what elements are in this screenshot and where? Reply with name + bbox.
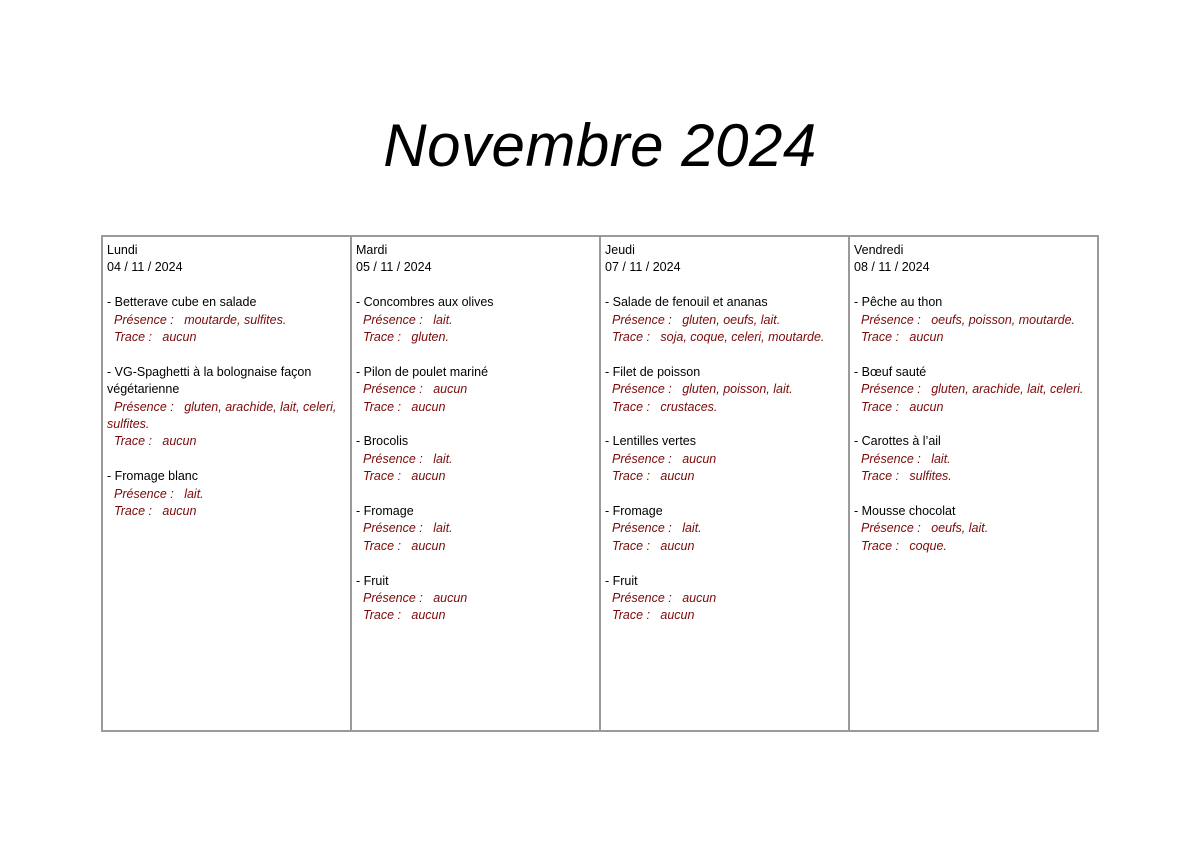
dish-name: - Salade de fenouil et ananas [605, 295, 768, 310]
dish-name: - VG-Spaghetti à la bolognaise façon végétarienne [107, 364, 312, 397]
dish-item [107, 364, 346, 451]
trace-line [605, 399, 844, 416]
trace-label: Trace : [114, 504, 152, 519]
trace-label: Trace : [363, 469, 401, 484]
trace-line [356, 538, 595, 555]
presence-line [107, 399, 346, 434]
trace-value: aucun [411, 538, 446, 553]
trace-value: gluten. [411, 330, 449, 345]
dish-item [854, 503, 1093, 555]
presence-label: Présence : [363, 451, 423, 466]
page-title: Novembre 2024 [383, 112, 817, 179]
presence-label: Présence : [861, 521, 921, 536]
presence-line [356, 381, 595, 398]
presence-label: Présence : [861, 382, 921, 397]
presence-label: Présence : [363, 591, 423, 606]
presence-line [854, 381, 1093, 398]
presence-value: gluten, arachide, lait, celeri. [931, 382, 1084, 397]
dish-item [605, 364, 844, 416]
presence-value: gluten, poisson, lait. [682, 382, 793, 397]
dish-name: - Brocolis [356, 434, 409, 449]
presence-line [854, 312, 1093, 329]
day-column-vendredi [850, 237, 1097, 730]
trace-value: aucun [660, 538, 695, 553]
trace-label: Trace : [612, 330, 650, 345]
trace-line [605, 329, 844, 346]
presence-line [356, 312, 595, 329]
trace-value: aucun [162, 504, 197, 519]
day-name: Vendredi [854, 243, 904, 257]
presence-line [107, 312, 346, 329]
day-column-mardi [352, 237, 601, 730]
dish-item [605, 294, 844, 346]
trace-label: Trace : [861, 538, 899, 553]
trace-line [854, 538, 1093, 555]
trace-value: aucun [660, 608, 695, 623]
presence-line [605, 451, 844, 468]
presence-value: lait. [184, 486, 204, 501]
presence-line [605, 312, 844, 329]
presence-line [356, 590, 595, 607]
dish-item [605, 433, 844, 485]
trace-line [854, 468, 1093, 485]
presence-value: lait. [931, 451, 951, 466]
trace-line [356, 607, 595, 624]
trace-line [854, 399, 1093, 416]
trace-label: Trace : [363, 538, 401, 553]
presence-value: oeufs, lait. [931, 521, 989, 536]
presence-value: aucun [433, 382, 468, 397]
dish-item [107, 294, 346, 346]
trace-line [107, 329, 346, 346]
dish-name: - Fromage blanc [107, 469, 199, 484]
trace-line [356, 329, 595, 346]
presence-label: Présence : [861, 451, 921, 466]
trace-value: aucun [909, 399, 944, 414]
day-name: Lundi [107, 243, 138, 257]
dish-name: - Filet de poisson [605, 364, 701, 379]
presence-line [356, 451, 595, 468]
presence-value: aucun [433, 591, 468, 606]
presence-line [605, 590, 844, 607]
trace-value: aucun [162, 434, 197, 449]
trace-value: aucun [411, 469, 446, 484]
dish-name: - Fruit [356, 573, 389, 588]
presence-label: Présence : [363, 312, 423, 327]
dish-item [356, 364, 595, 416]
trace-label: Trace : [612, 538, 650, 553]
dish-name: - Lentilles vertes [605, 434, 697, 449]
day-name: Mardi [356, 243, 388, 257]
presence-value: aucun [682, 591, 717, 606]
presence-label: Présence : [612, 312, 672, 327]
dish-item [605, 573, 844, 625]
dish-item [854, 433, 1093, 485]
trace-value: crustaces. [660, 399, 718, 414]
presence-value: lait. [433, 451, 453, 466]
presence-label: Présence : [363, 382, 423, 397]
trace-label: Trace : [861, 399, 899, 414]
dish-item [356, 503, 595, 555]
presence-label: Présence : [114, 399, 174, 414]
presence-label: Présence : [612, 521, 672, 536]
day-name: Jeudi [605, 243, 635, 257]
day-column-lundi [103, 237, 352, 730]
presence-label: Présence : [363, 521, 423, 536]
dish-item [605, 503, 844, 555]
presence-label: Présence : [612, 382, 672, 397]
trace-label: Trace : [861, 330, 899, 345]
dish-name: - Fruit [605, 573, 638, 588]
dish-item [356, 294, 595, 346]
trace-value: aucun [660, 469, 695, 484]
dish-item [107, 468, 346, 520]
trace-label: Trace : [612, 469, 650, 484]
day-date: 04 / 11 / 2024 [107, 260, 183, 275]
trace-label: Trace : [363, 399, 401, 414]
trace-line [107, 433, 346, 450]
presence-value: aucun [682, 451, 717, 466]
dish-name: - Carottes à l’ail [854, 434, 941, 449]
presence-value: lait. [433, 521, 453, 536]
weekly-menu-table [101, 235, 1099, 732]
presence-label: Présence : [861, 312, 921, 327]
dish-name: - Concombres aux olives [356, 295, 494, 310]
trace-line [854, 329, 1093, 346]
trace-label: Trace : [114, 434, 152, 449]
trace-line [356, 399, 595, 416]
presence-line [107, 486, 346, 503]
dish-name: - Pêche au thon [854, 295, 943, 310]
presence-label: Présence : [612, 451, 672, 466]
trace-value: aucun [909, 330, 944, 345]
presence-line [605, 381, 844, 398]
trace-label: Trace : [612, 399, 650, 414]
dish-item [854, 364, 1093, 416]
dish-name: - Pilon de poulet mariné [356, 364, 489, 379]
dish-item [356, 573, 595, 625]
trace-line [356, 468, 595, 485]
trace-line [605, 538, 844, 555]
trace-value: coque. [909, 538, 947, 553]
presence-value: moutarde, sulfites. [184, 312, 287, 327]
trace-label: Trace : [363, 608, 401, 623]
trace-value: aucun [162, 330, 197, 345]
trace-value: aucun [411, 608, 446, 623]
dish-item [356, 433, 595, 485]
presence-value: gluten, arachide, lait, celeri, sulfites. [107, 399, 340, 432]
presence-value: lait. [682, 521, 702, 536]
presence-line [854, 520, 1093, 537]
trace-label: Trace : [363, 330, 401, 345]
dish-name: - Fromage [356, 504, 414, 519]
trace-line [107, 503, 346, 520]
dish-name: - Bœuf sauté [854, 364, 927, 379]
presence-line [356, 520, 595, 537]
dish-name: - Betterave cube en salade [107, 295, 257, 310]
presence-value: lait. [433, 312, 453, 327]
day-date: 07 / 11 / 2024 [605, 260, 681, 275]
presence-label: Présence : [612, 591, 672, 606]
trace-label: Trace : [861, 469, 899, 484]
dish-item [854, 294, 1093, 346]
presence-line [854, 451, 1093, 468]
presence-value: oeufs, poisson, moutarde. [931, 312, 1076, 327]
trace-value: soja, coque, celeri, moutarde. [660, 330, 825, 345]
trace-line [605, 468, 844, 485]
day-date: 08 / 11 / 2024 [854, 260, 930, 275]
presence-label: Présence : [114, 312, 174, 327]
dish-name: - Mousse chocolat [854, 504, 956, 519]
presence-value: gluten, oeufs, lait. [682, 312, 781, 327]
trace-value: aucun [411, 399, 446, 414]
presence-line [605, 520, 844, 537]
trace-label: Trace : [612, 608, 650, 623]
trace-line [605, 607, 844, 624]
trace-value: sulfites. [909, 469, 952, 484]
trace-label: Trace : [114, 330, 152, 345]
presence-label: Présence : [114, 486, 174, 501]
day-date: 05 / 11 / 2024 [356, 260, 432, 275]
day-column-jeudi [601, 237, 850, 730]
dish-name: - Fromage [605, 504, 663, 519]
